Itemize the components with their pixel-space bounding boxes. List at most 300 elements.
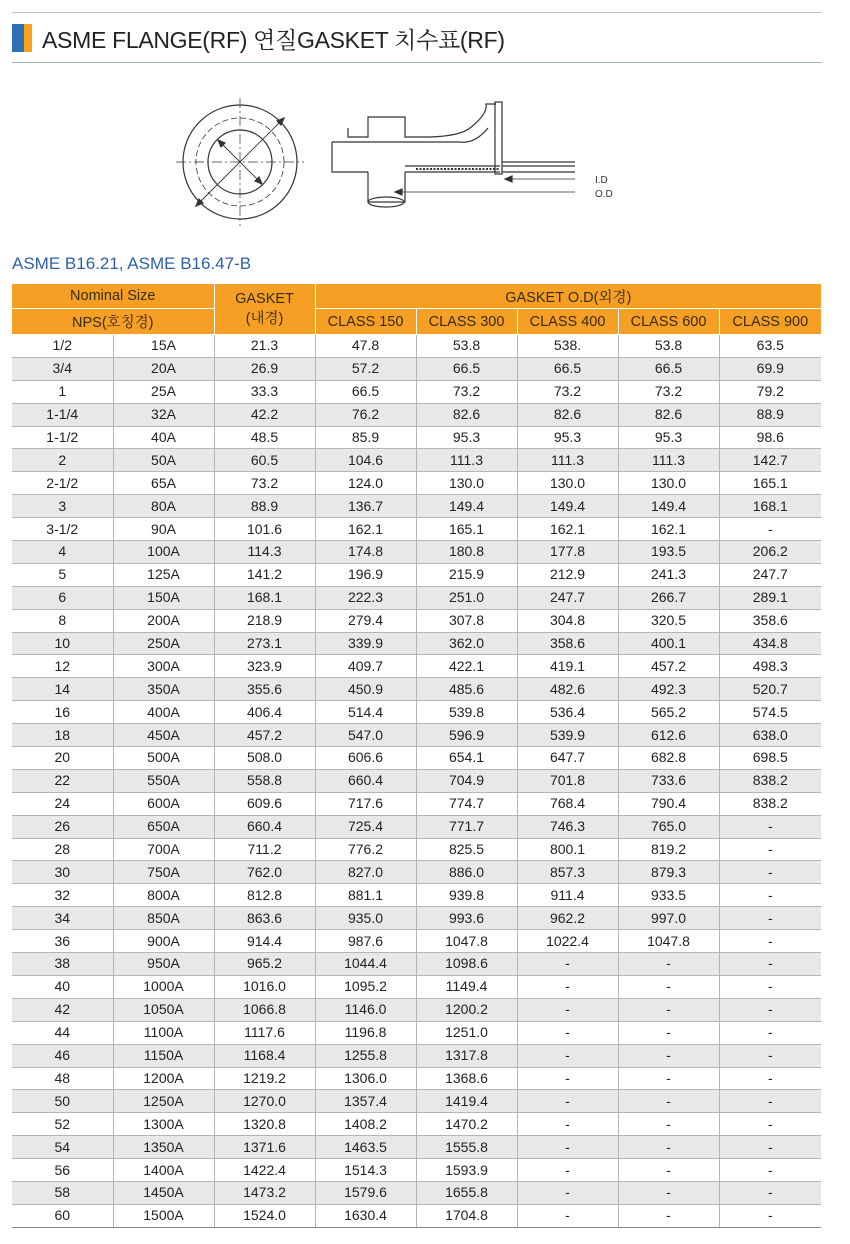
class400-cell: 647.7 (517, 747, 618, 770)
gasket-id-cell: 558.8 (214, 769, 315, 792)
page-title (12, 22, 505, 54)
size-a-cell: 90A (113, 518, 214, 541)
size-a-cell: 80A (113, 495, 214, 518)
class300-cell: 596.9 (416, 724, 517, 747)
size-a-cell: 1250A (113, 1090, 214, 1113)
gasket-id-cell: 1270.0 (214, 1090, 315, 1113)
nps-cell: 2-1/2 (12, 472, 113, 495)
class300-cell: 993.6 (416, 907, 517, 930)
class900-cell: 98.6 (719, 426, 821, 449)
class150-cell: 1630.4 (315, 1204, 416, 1227)
table-row (12, 472, 821, 495)
class900-cell: 79.2 (719, 380, 821, 403)
class150-cell: 1463.5 (315, 1136, 416, 1159)
table-row (12, 609, 821, 632)
class-header: CLASS 400 (517, 309, 618, 335)
nps-cell: 48 (12, 1067, 113, 1090)
table-row (12, 1090, 821, 1113)
gasket-id-header (214, 284, 315, 335)
table-row (12, 975, 821, 998)
class900-cell: - (719, 1113, 821, 1136)
class300-cell: 1419.4 (416, 1090, 517, 1113)
class150-cell: 1306.0 (315, 1067, 416, 1090)
gasket-id-cell: 1473.2 (214, 1181, 315, 1204)
class900-cell: - (719, 930, 821, 953)
class600-cell: 492.3 (618, 678, 719, 701)
size-a-cell: 600A (113, 792, 214, 815)
size-a-cell: 300A (113, 655, 214, 678)
class300-cell: 1555.8 (416, 1136, 517, 1159)
class400-cell: - (517, 1090, 618, 1113)
class400-cell: 66.5 (517, 357, 618, 380)
nps-cell: 18 (12, 724, 113, 747)
class600-cell: 457.2 (618, 655, 719, 678)
class400-cell: 962.2 (517, 907, 618, 930)
class400-cell: - (517, 1067, 618, 1090)
table-row (12, 792, 821, 815)
class900-cell: - (719, 1136, 821, 1159)
table-row (12, 930, 821, 953)
nps-cell: 4 (12, 541, 113, 564)
gasket-id-cell: 965.2 (214, 953, 315, 976)
nominal-size-header: Nominal Size (12, 284, 214, 309)
class900-cell: - (719, 884, 821, 907)
class600-cell: 162.1 (618, 518, 719, 541)
class150-cell: 660.4 (315, 769, 416, 792)
class400-cell: 800.1 (517, 838, 618, 861)
class900-cell: 574.5 (719, 701, 821, 724)
nps-cell: 30 (12, 861, 113, 884)
table-row (12, 724, 821, 747)
class150-cell: 987.6 (315, 930, 416, 953)
class150-cell: 222.3 (315, 586, 416, 609)
class300-cell: 1593.9 (416, 1159, 517, 1182)
nps-cell: 26 (12, 815, 113, 838)
class300-cell: 704.9 (416, 769, 517, 792)
class400-cell: 701.8 (517, 769, 618, 792)
table-row (12, 495, 821, 518)
class600-cell: 95.3 (618, 426, 719, 449)
gasket-id-cell: 21.3 (214, 335, 315, 358)
class300-cell: 771.7 (416, 815, 517, 838)
nps-header: NPS(호칭경) (12, 309, 214, 335)
class600-cell: 73.2 (618, 380, 719, 403)
class150-cell: 725.4 (315, 815, 416, 838)
size-a-cell: 25A (113, 380, 214, 403)
class900-cell: 498.3 (719, 655, 821, 678)
class400-cell: 82.6 (517, 403, 618, 426)
class300-cell: 1251.0 (416, 1021, 517, 1044)
class400-cell: - (517, 1044, 618, 1067)
class400-cell: 149.4 (517, 495, 618, 518)
gasket-id-cell: 73.2 (214, 472, 315, 495)
gasket-front-view-icon (176, 98, 304, 226)
class600-cell: 879.3 (618, 861, 719, 884)
class300-cell: 1470.2 (416, 1113, 517, 1136)
size-a-cell: 450A (113, 724, 214, 747)
class600-cell: 819.2 (618, 838, 719, 861)
gasket-id-cell: 33.3 (214, 380, 315, 403)
class900-cell: - (719, 838, 821, 861)
nps-cell: 52 (12, 1113, 113, 1136)
gasket-id-cell: 1117.6 (214, 1021, 315, 1044)
class900-cell: 289.1 (719, 586, 821, 609)
table-row (12, 861, 821, 884)
class900-cell: 434.8 (719, 632, 821, 655)
class900-cell: 838.2 (719, 792, 821, 815)
class400-cell: 212.9 (517, 563, 618, 586)
class600-cell: 82.6 (618, 403, 719, 426)
class900-cell: - (719, 1181, 821, 1204)
table-body (12, 335, 821, 1228)
size-a-cell: 550A (113, 769, 214, 792)
class150-cell: 136.7 (315, 495, 416, 518)
class300-cell: 215.9 (416, 563, 517, 586)
class150-cell: 279.4 (315, 609, 416, 632)
nps-cell: 6 (12, 586, 113, 609)
nps-cell: 38 (12, 953, 113, 976)
nps-cell: 34 (12, 907, 113, 930)
class400-cell: 768.4 (517, 792, 618, 815)
class400-cell: 130.0 (517, 472, 618, 495)
gasket-section-view-icon (332, 102, 575, 207)
gasket-id-cell: 1422.4 (214, 1159, 315, 1182)
nps-cell: 28 (12, 838, 113, 861)
standard-subtitle: ASME B16.21, ASME B16.47-B (12, 254, 252, 273)
gasket-header-line1: GASKET (235, 291, 294, 307)
class600-cell: - (618, 1159, 719, 1182)
table-row (12, 1181, 821, 1204)
class600-cell: 193.5 (618, 541, 719, 564)
class900-cell: - (719, 1067, 821, 1090)
gasket-id-cell: 863.6 (214, 907, 315, 930)
class300-cell: 774.7 (416, 792, 517, 815)
size-a-cell: 1150A (113, 1044, 214, 1067)
gasket-id-cell: 48.5 (214, 426, 315, 449)
table-row (12, 769, 821, 792)
class300-cell: 73.2 (416, 380, 517, 403)
class600-cell: 933.5 (618, 884, 719, 907)
class600-cell: 765.0 (618, 815, 719, 838)
class900-cell: 69.9 (719, 357, 821, 380)
class600-cell: 320.5 (618, 609, 719, 632)
id-label: I.D (595, 175, 608, 186)
table-row (12, 1044, 821, 1067)
gasket-id-cell: 914.4 (214, 930, 315, 953)
nps-cell: 22 (12, 769, 113, 792)
size-a-cell: 1200A (113, 1067, 214, 1090)
class600-cell: - (618, 1113, 719, 1136)
class600-cell: - (618, 998, 719, 1021)
table-row (12, 518, 821, 541)
class900-cell: 88.9 (719, 403, 821, 426)
class150-cell: 196.9 (315, 563, 416, 586)
nps-cell: 40 (12, 975, 113, 998)
gasket-id-cell: 1219.2 (214, 1067, 315, 1090)
class600-cell: 733.6 (618, 769, 719, 792)
size-a-cell: 1300A (113, 1113, 214, 1136)
nps-cell: 10 (12, 632, 113, 655)
table-row (12, 678, 821, 701)
class150-cell: 717.6 (315, 792, 416, 815)
class300-cell: 165.1 (416, 518, 517, 541)
class-header: CLASS 900 (719, 309, 821, 335)
size-a-cell: 1050A (113, 998, 214, 1021)
title-marker-icon (12, 24, 32, 52)
class600-cell: 266.7 (618, 586, 719, 609)
size-a-cell: 1500A (113, 1204, 214, 1227)
class300-cell: 886.0 (416, 861, 517, 884)
class400-cell: 358.6 (517, 632, 618, 655)
class300-cell: 251.0 (416, 586, 517, 609)
class600-cell: - (618, 1090, 719, 1113)
nps-cell: 3 (12, 495, 113, 518)
size-a-cell: 200A (113, 609, 214, 632)
class150-cell: 606.6 (315, 747, 416, 770)
size-a-cell: 40A (113, 426, 214, 449)
class300-cell: 111.3 (416, 449, 517, 472)
class600-cell: - (618, 1067, 719, 1090)
table-row (12, 655, 821, 678)
gasket-id-cell: 609.6 (214, 792, 315, 815)
gasket-id-cell: 101.6 (214, 518, 315, 541)
table-row (12, 1159, 821, 1182)
size-a-cell: 350A (113, 678, 214, 701)
class150-cell: 57.2 (315, 357, 416, 380)
class150-cell: 827.0 (315, 861, 416, 884)
size-a-cell: 250A (113, 632, 214, 655)
class150-cell: 66.5 (315, 380, 416, 403)
class150-cell: 1146.0 (315, 998, 416, 1021)
class400-cell: - (517, 953, 618, 976)
class150-cell: 547.0 (315, 724, 416, 747)
nps-cell: 46 (12, 1044, 113, 1067)
class600-cell: 682.8 (618, 747, 719, 770)
gasket-id-cell: 457.2 (214, 724, 315, 747)
gasket-id-cell: 406.4 (214, 701, 315, 724)
table-row (12, 747, 821, 770)
gasket-id-cell: 141.2 (214, 563, 315, 586)
class900-cell: 698.5 (719, 747, 821, 770)
class150-cell: 47.8 (315, 335, 416, 358)
size-a-cell: 1450A (113, 1181, 214, 1204)
class300-cell: 939.8 (416, 884, 517, 907)
class150-cell: 1357.4 (315, 1090, 416, 1113)
gasket-id-cell: 762.0 (214, 861, 315, 884)
class400-cell: 1022.4 (517, 930, 618, 953)
size-a-cell: 500A (113, 747, 214, 770)
class150-cell: 1095.2 (315, 975, 416, 998)
table-row (12, 541, 821, 564)
class900-cell: 165.1 (719, 472, 821, 495)
table-row (12, 701, 821, 724)
table-row (12, 815, 821, 838)
gasket-id-cell: 1016.0 (214, 975, 315, 998)
class600-cell: - (618, 1181, 719, 1204)
class600-cell: 53.8 (618, 335, 719, 358)
class150-cell: 174.8 (315, 541, 416, 564)
size-a-cell: 800A (113, 884, 214, 907)
nps-cell: 3/4 (12, 357, 113, 380)
class900-cell: - (719, 861, 821, 884)
class900-cell: 638.0 (719, 724, 821, 747)
gasket-id-cell: 660.4 (214, 815, 315, 838)
class150-cell: 1514.3 (315, 1159, 416, 1182)
size-a-cell: 150A (113, 586, 214, 609)
class900-cell: 168.1 (719, 495, 821, 518)
class400-cell: 539.9 (517, 724, 618, 747)
gasket-diagram (170, 92, 630, 232)
gasket-id-cell: 88.9 (214, 495, 315, 518)
class150-cell: 776.2 (315, 838, 416, 861)
class150-cell: 450.9 (315, 678, 416, 701)
nps-cell: 54 (12, 1136, 113, 1159)
class400-cell: - (517, 998, 618, 1021)
size-a-cell: 20A (113, 357, 214, 380)
title-divider (12, 62, 822, 63)
table-row (12, 907, 821, 930)
nps-cell: 1 (12, 380, 113, 403)
class400-cell: - (517, 1021, 618, 1044)
gasket-id-cell: 711.2 (214, 838, 315, 861)
nps-cell: 8 (12, 609, 113, 632)
class150-cell: 76.2 (315, 403, 416, 426)
class150-cell: 339.9 (315, 632, 416, 655)
class400-cell: 95.3 (517, 426, 618, 449)
gasket-id-cell: 1320.8 (214, 1113, 315, 1136)
class300-cell: 180.8 (416, 541, 517, 564)
size-a-cell: 15A (113, 335, 214, 358)
gasket-header-line2: (내경) (245, 311, 284, 327)
nps-cell: 32 (12, 884, 113, 907)
class600-cell: 400.1 (618, 632, 719, 655)
nps-cell: 1-1/2 (12, 426, 113, 449)
class600-cell: - (618, 975, 719, 998)
class150-cell: 514.4 (315, 701, 416, 724)
table-row (12, 403, 821, 426)
gasket-id-cell: 42.2 (214, 403, 315, 426)
table-row (12, 1067, 821, 1090)
class150-cell: 935.0 (315, 907, 416, 930)
class900-cell: - (719, 1159, 821, 1182)
class150-cell: 85.9 (315, 426, 416, 449)
size-a-cell: 750A (113, 861, 214, 884)
gasket-id-cell: 1066.8 (214, 998, 315, 1021)
class600-cell: 997.0 (618, 907, 719, 930)
class300-cell: 130.0 (416, 472, 517, 495)
class600-cell: 790.4 (618, 792, 719, 815)
class150-cell: 409.7 (315, 655, 416, 678)
nps-cell: 1-1/4 (12, 403, 113, 426)
gasket-id-cell: 26.9 (214, 357, 315, 380)
class600-cell: - (618, 1136, 719, 1159)
size-a-cell: 400A (113, 701, 214, 724)
class900-cell: - (719, 907, 821, 930)
table-row (12, 449, 821, 472)
table-row (12, 884, 821, 907)
class300-cell: 362.0 (416, 632, 517, 655)
page-title-text: ASME FLANGE(RF) 연질GASKET 치수표(RF) (42, 26, 505, 53)
class900-cell: 520.7 (719, 678, 821, 701)
class600-cell: 1047.8 (618, 930, 719, 953)
size-a-cell: 700A (113, 838, 214, 861)
gasket-id-cell: 168.1 (214, 586, 315, 609)
class150-cell: 162.1 (315, 518, 416, 541)
class900-cell: - (719, 953, 821, 976)
table-row (12, 1021, 821, 1044)
class400-cell: - (517, 1159, 618, 1182)
class300-cell: 1098.6 (416, 953, 517, 976)
class400-cell: 304.8 (517, 609, 618, 632)
class900-cell: 838.2 (719, 769, 821, 792)
class300-cell: 1149.4 (416, 975, 517, 998)
table-row (12, 1113, 821, 1136)
nps-cell: 36 (12, 930, 113, 953)
class600-cell: 111.3 (618, 449, 719, 472)
class400-cell: 177.8 (517, 541, 618, 564)
nps-cell: 3-1/2 (12, 518, 113, 541)
class900-cell: - (719, 998, 821, 1021)
class300-cell: 485.6 (416, 678, 517, 701)
class150-cell: 124.0 (315, 472, 416, 495)
nps-cell: 50 (12, 1090, 113, 1113)
class400-cell: 482.6 (517, 678, 618, 701)
class400-cell: 73.2 (517, 380, 618, 403)
nps-cell: 5 (12, 563, 113, 586)
size-a-cell: 125A (113, 563, 214, 586)
class600-cell: 241.3 (618, 563, 719, 586)
class600-cell: - (618, 1204, 719, 1227)
nps-cell: 24 (12, 792, 113, 815)
class300-cell: 66.5 (416, 357, 517, 380)
nps-cell: 44 (12, 1021, 113, 1044)
class900-cell: - (719, 1090, 821, 1113)
size-a-cell: 1400A (113, 1159, 214, 1182)
class900-cell: 247.7 (719, 563, 821, 586)
class900-cell: - (719, 1021, 821, 1044)
class400-cell: 162.1 (517, 518, 618, 541)
class300-cell: 53.8 (416, 335, 517, 358)
size-a-cell: 32A (113, 403, 214, 426)
table-row (12, 998, 821, 1021)
size-a-cell: 650A (113, 815, 214, 838)
class400-cell: 536.4 (517, 701, 618, 724)
class400-cell: - (517, 1204, 618, 1227)
table-row (12, 426, 821, 449)
nps-cell: 2 (12, 449, 113, 472)
class600-cell: 149.4 (618, 495, 719, 518)
class300-cell: 82.6 (416, 403, 517, 426)
gasket-id-cell: 323.9 (214, 655, 315, 678)
class300-cell: 539.8 (416, 701, 517, 724)
gasket-id-cell: 1168.4 (214, 1044, 315, 1067)
class900-cell: - (719, 1044, 821, 1067)
class300-cell: 1200.2 (416, 998, 517, 1021)
nps-cell: 56 (12, 1159, 113, 1182)
class400-cell: - (517, 1113, 618, 1136)
table-row (12, 1136, 821, 1159)
nps-cell: 58 (12, 1181, 113, 1204)
table-row (12, 335, 821, 358)
class300-cell: 1047.8 (416, 930, 517, 953)
gasket-id-cell: 114.3 (214, 541, 315, 564)
table-row (12, 563, 821, 586)
nps-cell: 1/2 (12, 335, 113, 358)
class300-cell: 149.4 (416, 495, 517, 518)
class600-cell: 130.0 (618, 472, 719, 495)
class400-cell: 911.4 (517, 884, 618, 907)
size-a-cell: 50A (113, 449, 214, 472)
